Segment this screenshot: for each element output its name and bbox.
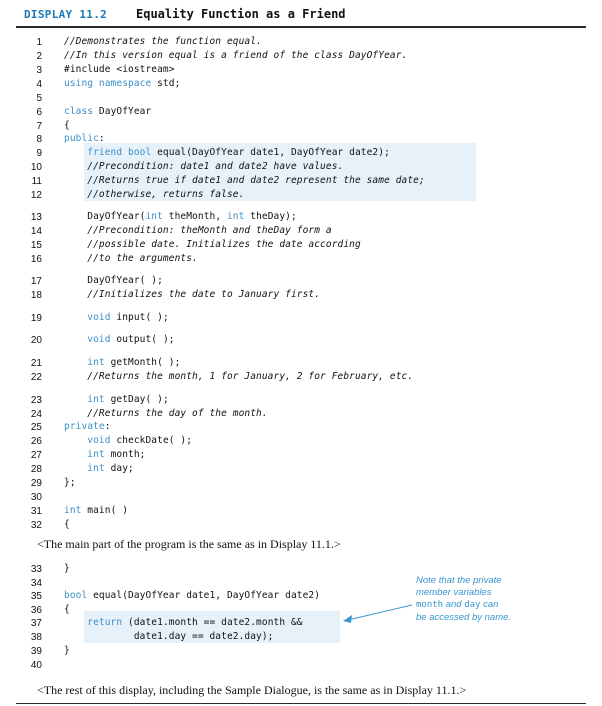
line-number: 30 [30, 492, 42, 503]
code-text: #include <iostream> [64, 64, 175, 75]
rest-of-display-note: <The rest of this display, including the Sample Dialogue, is the same as in Display 11.1.> [37, 683, 467, 697]
code-comment: //Initializes the date to January first. [64, 289, 321, 300]
code-comment: //possible date. Initializes the date according [64, 239, 361, 250]
code-text: } [64, 645, 70, 656]
code-keyword: int [64, 505, 82, 516]
line-number: 26 [30, 436, 42, 447]
code-comment: //Demonstrates the function equal. [64, 36, 262, 47]
display-label: DISPLAY 11.2 [24, 8, 108, 21]
code-text: theMonth, [162, 211, 227, 222]
line-number: 9 [36, 148, 42, 159]
line-number: 7 [36, 121, 42, 132]
line-number: 8 [36, 134, 42, 145]
code-comment: //Returns the day of the month. [64, 408, 268, 419]
code-keyword: int [87, 357, 105, 368]
annotation-month: month [416, 600, 444, 611]
line-number: 34 [30, 578, 42, 589]
code-text: } [64, 563, 70, 574]
annotation-line: member variables [416, 587, 492, 599]
line-number: 10 [30, 162, 42, 173]
line-number: 23 [30, 395, 42, 406]
line-number: 1 [36, 37, 42, 48]
line-number: 3 [36, 65, 42, 76]
line-number: 27 [30, 450, 42, 461]
line-number: 18 [30, 290, 42, 301]
line-number: 36 [30, 605, 42, 616]
line-number: 31 [30, 506, 42, 517]
line-number: 12 [30, 190, 42, 201]
code-text: output( ); [110, 334, 175, 345]
line-number: 15 [30, 240, 42, 251]
line-number: 22 [30, 372, 42, 383]
code-text: day; [104, 463, 134, 474]
code-text: DayOfYear [93, 106, 152, 117]
line-number: 20 [30, 335, 42, 346]
code-text: std; [151, 78, 181, 89]
code-text: equal(DayOfYear date1, DayOfYear date2) [87, 590, 321, 601]
code-text: getDay( ); [104, 394, 169, 405]
code-text: { [64, 604, 70, 615]
code-text: main( ) [81, 505, 129, 516]
code-text: (date1.month == date2.month && [122, 617, 303, 628]
code-keyword: using namespace [64, 78, 152, 89]
line-number: 29 [30, 478, 42, 489]
line-number: 25 [30, 422, 42, 433]
annotation-can: can [480, 599, 499, 611]
code-text: { [64, 120, 70, 131]
code-keyword: int [87, 394, 105, 405]
code-keyword: int [87, 449, 105, 460]
code-comment: //In this version equal is a friend of the class DayOfYear. [64, 50, 408, 61]
annotation-line: Note that the private [416, 575, 502, 586]
code-keyword: void [87, 312, 111, 323]
line-number: 2 [36, 51, 42, 62]
line-number: 40 [30, 660, 42, 671]
code-comment: //to the arguments. [64, 253, 198, 264]
code-text: }; [64, 477, 76, 488]
code-comment: //Returns the month, 1 for January, 2 for February, etc. [64, 371, 414, 382]
code-comment: //Precondition: date1 and date2 have values. [64, 161, 344, 172]
line-number: 21 [30, 358, 42, 369]
code-keyword: void [87, 435, 111, 446]
code-text: { [64, 519, 70, 530]
code-text: equal(DayOfYear date1, DayOfYear date2); [151, 147, 390, 158]
code-text: DayOfYear( ); [64, 275, 163, 286]
line-number: 19 [30, 313, 42, 324]
code-text: getMonth( ); [104, 357, 181, 368]
code-keyword: friend bool [87, 147, 152, 158]
line-number: 6 [36, 107, 42, 118]
line-number: 38 [30, 632, 42, 643]
annotation-day: day [464, 600, 481, 611]
code-text: theDay); [244, 211, 297, 222]
code-text: input( ); [110, 312, 169, 323]
annotation-and: and [443, 599, 465, 611]
code-text: checkDate( ); [110, 435, 193, 446]
line-number: 14 [30, 226, 42, 237]
code-text: : [98, 133, 105, 144]
code-keyword: public [64, 133, 99, 144]
line-number: 35 [30, 591, 42, 602]
code-keyword: int [145, 211, 163, 222]
code-keyword: private [64, 421, 105, 432]
code-keyword: int [226, 211, 245, 222]
code-keyword: class [64, 106, 94, 117]
main-part-note: <The main part of the program is the same as in Display 11.1.> [37, 537, 341, 551]
line-number: 28 [30, 464, 42, 475]
line-number: 11 [31, 176, 42, 187]
annotation-line: be accessed by name. [416, 611, 512, 623]
code-comment: //otherwise, returns false. [64, 189, 245, 200]
line-number: 5 [36, 93, 42, 104]
code-keyword: bool [64, 590, 88, 601]
line-number: 16 [30, 254, 42, 265]
line-number: 24 [30, 409, 42, 420]
line-number: 32 [30, 520, 42, 531]
code-text: date1.day == date2.day); [64, 631, 274, 642]
display-title: Equality Function as a Friend [136, 7, 346, 21]
bottom-rule [16, 703, 586, 704]
code-keyword: int [87, 463, 105, 474]
line-number: 4 [36, 79, 42, 90]
code-text: month; [104, 449, 146, 460]
code-text: : [104, 421, 111, 432]
code-text: DayOfYear( [64, 211, 146, 222]
line-number: 37 [30, 618, 42, 629]
code-keyword: return [87, 617, 123, 628]
line-number: 13 [30, 212, 42, 223]
code-comment: //Returns true if date1 and date2 represent the same date; [64, 175, 425, 186]
line-number: 17 [30, 276, 42, 287]
line-number: 39 [30, 646, 42, 657]
line-number: 33 [30, 564, 42, 575]
code-keyword: void [87, 334, 111, 345]
code-comment: //Precondition: theMonth and theDay form a [64, 225, 332, 236]
